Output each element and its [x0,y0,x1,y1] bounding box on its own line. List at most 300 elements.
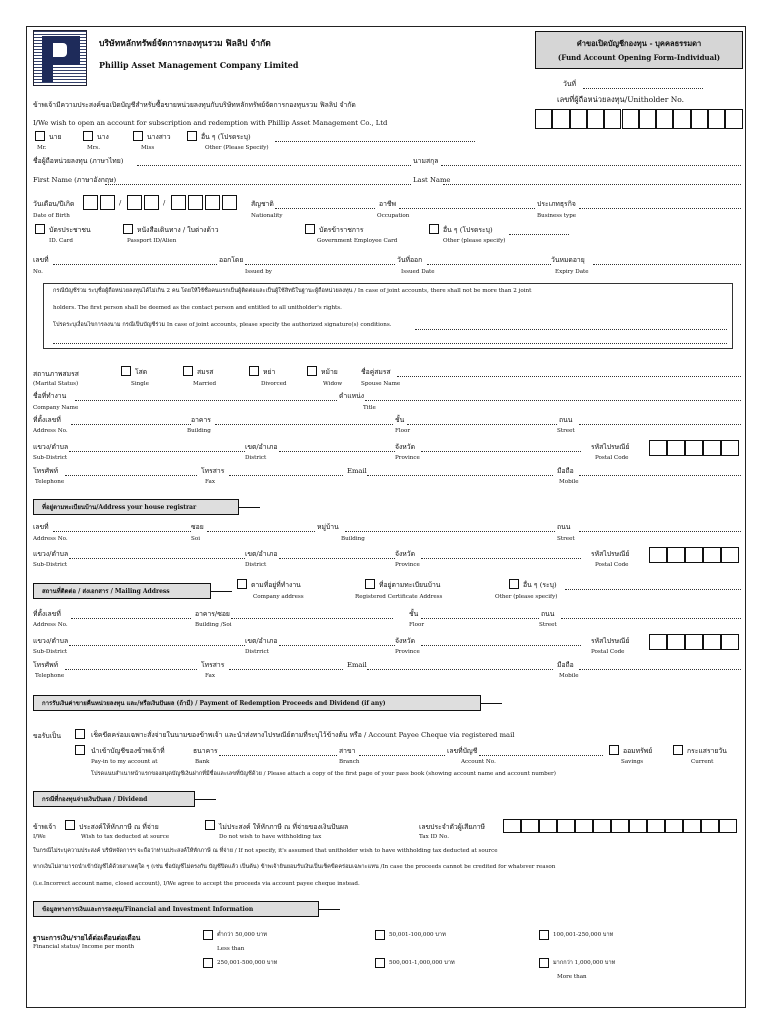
form-title-th: คำขอเปิดบัญชีกองทุน - บุคคลธรรมดา [576,39,702,48]
house-dist-field[interactable] [279,558,395,559]
postal-digit-box[interactable] [703,440,721,456]
id-other-th: อื่น ๆ (โปรดระบุ) [443,226,493,234]
section-payment-header: การรับเงินค่าขายคืนหน่วยลงทุน และ/หรือเงินปันผล (ถ้ามี) / Payment of Redemption Proceeds and Dividend (if any) [33,695,481,711]
work-tel-label-th: โทรศัพท์ [33,467,59,475]
id-no-field[interactable] [53,264,217,265]
mail-bld-label-th: อาคาร/ซอย [195,610,230,618]
form-title-en: (Fund Account Opening Form-Individual) [557,53,721,62]
marital-divorced-checkbox[interactable] [249,366,259,376]
branch-field[interactable] [359,755,445,756]
work-bld-field[interactable] [215,424,393,425]
mail-registered-en: Registered Certificate Address [355,594,443,600]
income-opt-3-checkbox[interactable] [203,958,213,968]
title-miss-th: นางสาว [147,133,171,141]
passport-checkbox[interactable] [123,224,133,234]
house-dist-label-en: District [245,562,267,568]
work-tel-field[interactable] [65,475,197,476]
title-other-checkbox[interactable] [187,131,197,141]
joint-conditions-field-2[interactable] [53,343,727,344]
postal-digit-box[interactable] [685,440,703,456]
income-opt-1-label: 50,001-100,000 บาท [389,932,446,938]
house-prov-field[interactable] [421,558,581,559]
postal-digit-box[interactable] [703,547,721,563]
house-postal-label-th: รหัสไปรษณีย์ [591,550,630,558]
marital-widow-checkbox[interactable] [307,366,317,376]
mail-fax-label-en: Fax [205,673,215,679]
savings-checkbox[interactable] [609,745,619,755]
marital-label-en: (Marital Status) [33,381,79,387]
postal-digit-box[interactable] [685,634,703,650]
mail-addr-label-en: Address No. [33,622,68,628]
work-mobile-field[interactable] [579,475,741,476]
dob-day-box[interactable] [100,195,115,210]
marital-widow-th: หม้าย [321,368,338,376]
title-label-th: ตำแหน่ง [339,392,365,400]
dividend-iwe-th: ข้าพเจ้า [33,823,57,831]
financial-label-th: ฐานะการเงิน/รายได้ต่อเดือนต่อเดือน [33,934,141,942]
payment-cheque-checkbox[interactable] [75,729,85,739]
last-name-th-field[interactable] [441,165,741,166]
mail-sub-label-th: แขวง/ตำบล [33,637,69,645]
mail-postal-label-th: รหัสไปรษณีย์ [591,637,630,645]
income-opt-2-label: 100,001-250,000 บาท [553,932,614,938]
unitholder-label: เลขที่ผู้ถือหน่วยลงทุน/Unitholder No. [557,95,685,104]
house-prov-label-en: Province [395,562,420,568]
work-postal-label-th: รหัสไปรษณีย์ [591,443,630,451]
work-sub-label-th: แขวง/ตำบล [33,443,69,451]
current-label-th: กระแสรายวัน [687,747,727,755]
unitholder-digit-box[interactable] [587,109,604,129]
title-miss-checkbox[interactable] [133,131,143,141]
unitholder-digit-box[interactable] [725,109,742,129]
mail-fax-label-th: โทรสาร [201,661,225,669]
house-sub-label-en: Sub-District [33,562,68,568]
house-street-field[interactable] [579,531,741,532]
tax-id-digit-box[interactable] [665,819,683,833]
tax-id-digit-box[interactable] [647,819,665,833]
unitholder-digit-box[interactable] [673,109,690,129]
payin-label-th: นำเข้าบัญชีของข้าพเจ้าที่ [91,747,165,755]
mail-sub-label-en: Sub-District [33,649,68,655]
house-soi-label-en: Soi [191,536,200,542]
work-street-label-en: Street [557,428,575,434]
postal-digit-box[interactable] [703,634,721,650]
id-other-field[interactable] [509,234,569,235]
unitholder-digit-box[interactable] [552,109,569,129]
dividend-note-3: (i.e.Incorrect account name, closed account), I/We agree to accept the proceeds via account payee cheque instead. [33,881,360,887]
dividend-note-1: ในกรณีไม่ระบุความประสงค์ บริษัทจัดการฯ จะถือว่าท่านประสงค์ให้หักภาษี ณ ที่จ่าย / If not specify, it's assumed that unitholder wish to have withholding tax deducted at source [33,848,498,854]
first-name-th-label: ชื่อผู้ถือหน่วยลงทุน (ภาษาไทย) [33,157,124,165]
mail-floor-field[interactable] [421,618,539,619]
work-email-label: Email [347,467,367,475]
bank-label-th: ธนาคาร [193,747,218,755]
unitholder-digit-box[interactable] [604,109,621,129]
mail-tel-field[interactable] [65,669,197,670]
mail-bld-field[interactable] [231,618,393,619]
work-postal-label-en: Postal Code [595,455,629,461]
first-name-en-field[interactable] [105,184,411,185]
nationality-field[interactable] [275,208,375,209]
dividend-note-2: หากเงินไม่สามารถนำเข้าบัญชีได้ด้วยสาเหตุใด ๆ (เช่น ชื่อบัญชีไม่ตรงกัน บัญชีปิดแล้ว เป็นต้น) ข้าพเจ้ายินยอมรับเงินเป็นเช็คขีดคร่อมเฉพาะแทน /In case the proceeds cannot be credited for whatever reason [33,864,556,870]
unitholder-digit-box[interactable] [656,109,673,129]
tax-id-label-th: เลขประจำตัวผู้เสียภาษี [419,823,485,831]
nationality-label-th: สัญชาติ [251,200,274,208]
postal-digit-box[interactable] [649,440,667,456]
passport-th: หนังสือเดินทาง / ใบต่างด้าว [137,226,219,234]
work-bld-label-th: อาคาร [191,416,211,424]
id-card-checkbox[interactable] [35,224,45,234]
branch-label-en: Branch [339,759,360,765]
work-floor-label-th: ชั้น [395,416,405,424]
issued-date-field[interactable] [427,264,551,265]
issued-by-label-th: ออกโดย [219,256,244,264]
house-soi-field[interactable] [207,531,315,532]
intro-en: I/We wish to open an account for subscription and redemption with Phillip Asset Management Co., Ltd [33,119,388,127]
account-opening-form [26,26,746,1008]
marital-married-checkbox[interactable] [183,366,193,376]
income-opt-3-label: 250,001-500,000 บาท [217,960,278,966]
date-label: วันที่ [563,80,576,88]
mail-addr-label-th: ที่ตั้งเลขที่ [33,610,61,618]
tax-id-digit-box[interactable] [701,819,719,833]
current-checkbox[interactable] [673,745,683,755]
mail-mobile-label-en: Mobile [559,673,579,679]
mail-floor-label-en: Floor [409,622,425,628]
title-mr-en: Mr. [37,145,47,151]
unitholder-digit-box[interactable] [708,109,725,129]
mail-prov-field[interactable] [421,645,581,646]
mail-floor-label-th: ชั้น [409,610,419,618]
issued-date-label-en: Issued Date [401,269,435,275]
mail-fax-field[interactable] [229,669,343,670]
mail-dist-field[interactable] [279,645,395,646]
issued-by-label-en: Issued by [245,269,272,275]
mail-registered-th: ที่อยู่ตามทะเบียนบ้าน [379,581,441,589]
income-opt-5-sub: More than [557,974,587,980]
work-fax-label-en: Fax [205,479,215,485]
mail-mobile-field[interactable] [579,669,741,670]
title-other-en: Other (Please Specify) [205,145,269,151]
mail-prov-label-th: จังหวัด [395,637,416,645]
job-title-field[interactable] [365,400,741,401]
dob-slash: / [119,199,122,207]
mail-street-field[interactable] [561,618,741,619]
dividend-withhold-th: ประสงค์ให้หักภาษี ณ ที่จ่าย [79,823,159,831]
spouse-label-th: ชื่อคู่สมรส [361,368,391,376]
work-mobile-label-th: มือถือ [557,467,574,475]
postal-digit-box[interactable] [667,547,685,563]
id-no-label-th: เลขที่ [33,256,49,264]
payment-attach-note: โปรดแนบสำเนาหน้าแรกของสมุดบัญชีเงินฝากที่มีชื่อและเลขที่บัญชีด้วย / Please attach a copy of the first page of your pass book (showing account name and account number) [91,771,556,777]
mail-other-en: Other (please specify) [495,594,558,600]
work-fax-field[interactable] [229,475,343,476]
unitholder-digit-box[interactable] [570,109,587,129]
work-addr-field[interactable] [71,424,191,425]
marital-label-th: สถานภาพสมรส [33,370,79,378]
work-dist-label-en: District [245,455,267,461]
bank-field[interactable] [219,755,337,756]
postal-digit-box[interactable] [721,440,739,456]
payment-cheque-text: เช็คขีดคร่อมเฉพาะสั่งจ่ายในนามของข้าพเจ้า และนำส่งทางไปรษณีย์ตามที่ระบุไว้ข้างต้น หรือ / Account Payee Cheque via registered mail [91,731,515,739]
id-other-checkbox[interactable] [429,224,439,234]
unitholder-digit-box[interactable] [691,109,708,129]
tax-id-digit-box[interactable] [629,819,647,833]
mail-registered-checkbox[interactable] [365,579,375,589]
spouse-label-en: Spouse Name [361,381,401,387]
tax-id-digit-box[interactable] [593,819,611,833]
date-field[interactable] [583,88,703,89]
work-street-field[interactable] [579,424,741,425]
house-postal-label-en: Postal Code [595,562,629,568]
work-prov-field[interactable] [421,451,581,452]
title-mrs-th: นาง [97,133,109,141]
occupation-field[interactable] [399,208,535,209]
postal-digit-box[interactable] [721,547,739,563]
unitholder-digit-box[interactable] [535,109,552,129]
work-street-label-th: ถนน [559,416,573,424]
first-name-en-label: First Name (ภาษาอังกฤษ) [33,176,117,184]
dividend-iwe-en: I/We [33,834,46,840]
income-opt-5-label: มากกว่า 1,000,000 บาท [553,960,616,966]
work-dist-field[interactable] [279,451,395,452]
marital-married-th: สมรส [197,368,214,376]
joint-note-line2: holders. The first person shall be deemed as the contact person and entitled to all unitholder's rights. [53,305,342,311]
company-name-en: Phillip Asset Management Company Limited [99,60,299,70]
house-dist-label-th: เขต/อำเภอ [245,550,278,558]
income-opt-0-label: ต่ำกว่า 50,000 บาท [217,932,267,938]
branch-label-th: สาขา [339,747,356,755]
gov-card-th: บัตรข้าราชการ [319,226,364,234]
payment-via-label: ขอรับเป็น [33,732,61,740]
issued-by-field[interactable] [245,264,395,265]
gov-card-checkbox[interactable] [305,224,315,234]
tax-id-digit-box[interactable] [503,819,521,833]
business-type-label-th: ประเภทธุรกิจ [537,200,576,208]
company-label-th: ชื่อที่ทำงาน [33,392,67,400]
dividend-no-withhold-checkbox[interactable] [205,820,215,830]
mail-mobile-label-th: มือถือ [557,661,574,669]
mail-sub-field[interactable] [69,645,245,646]
mail-other-field[interactable] [565,589,741,590]
mail-other-th: อื่น ๆ (ระบุ) [523,581,557,589]
mail-street-label-en: Street [539,622,557,628]
section-mailing-header: สถานที่ติดต่อ / ส่งเอกสาร / Mailing Address [33,583,211,599]
postal-digit-box[interactable] [649,634,667,650]
marital-single-en: Single [131,381,149,387]
payment-payin-checkbox[interactable] [75,745,85,755]
postal-digit-box[interactable] [667,634,685,650]
mail-dist-label-th: เขต/อำเภอ [245,637,278,645]
work-prov-label-th: จังหวัด [395,443,416,451]
company-name-field[interactable] [75,400,337,401]
house-sub-label-th: แขวง/ตำบล [33,550,69,558]
marital-divorced-th: หย่า [263,368,276,376]
mail-tel-label-en: Telephone [35,673,65,679]
joint-note-line1: กรณีบัญชีร่วม ระบุชื่อผู้ถือหน่วยลงทุนได้ไม่เกิน 2 คน โดยให้ใช้ชื่อคนแรกเป็นผู้ติดต่อและเป็นผู้ใช้สิทธิในฐานะผู้ถือหน่วยลงทุน / In case of joint accounts, there shall not be more than 2 joint [53,288,532,294]
company-label-en: Company Name [33,405,79,411]
postal-digit-box[interactable] [667,440,685,456]
dividend-no-withhold-th: ไม่ประสงค์ ให้หักภาษี ณ ที่จ่ายของเงินปันผล [219,823,349,831]
work-addr-label-en: Address No. [33,428,68,434]
account-no-label-th: เลขที่บัญชี [447,747,478,755]
house-village-field[interactable] [345,531,555,532]
title-other-th: อื่น ๆ (โปรดระบุ) [201,133,251,141]
work-sub-field[interactable] [69,451,245,452]
id-other-en: Other (please specify) [443,238,506,244]
unitholder-digit-box[interactable] [639,109,656,129]
expiry-field[interactable] [593,264,741,265]
mail-dist-label-en: Distrrict [245,649,269,655]
current-label-en: Current [691,759,714,765]
house-sub-field[interactable] [69,558,245,559]
tax-id-digit-box[interactable] [683,819,701,833]
savings-label-en: Savings [621,759,644,765]
mail-bld-label-en: Building /Soi [195,622,232,628]
mail-addr-field[interactable] [71,618,191,619]
dob-slash: / [163,199,166,207]
house-village-label-th: หมู่บ้าน [317,523,339,531]
last-name-th-label: นามสกุล [413,157,439,165]
work-floor-label-en: Floor [395,428,411,434]
marital-divorced-en: Divorced [261,381,287,387]
dob-day-box[interactable] [83,195,98,210]
business-type-field[interactable] [579,208,741,209]
house-no-label-th: เลขที่ [33,523,49,531]
title-label-en: Title [363,405,376,411]
dividend-withhold-checkbox[interactable] [65,820,75,830]
payin-label-en: Pay-in to my account at [91,759,158,765]
occupation-label-th: อาชีพ [379,200,396,208]
dob-label-en: Date of Birth [33,213,70,219]
work-fax-label-th: โทรสาร [201,467,225,475]
tax-id-digit-box[interactable] [557,819,575,833]
tax-id-digit-box[interactable] [521,819,539,833]
section-financial-header: ข้อมูลทางการเงินและการลงทุน/Financial and Investment Information [33,901,319,917]
mail-prov-label-en: Province [395,649,420,655]
bank-label-en: Bank [195,759,210,765]
title-other-field[interactable] [275,141,475,142]
spouse-name-field[interactable] [397,376,741,377]
business-type-label-en: Business type [537,213,577,219]
house-street-label-en: Street [557,536,575,542]
issued-date-label-th: วันที่ออก [397,256,423,264]
income-opt-2-checkbox[interactable] [539,930,549,940]
id-card-th: บัตรประชาชน [49,226,91,234]
mail-company-th: ตามที่อยู่ที่ทำงาน [251,581,301,589]
last-name-en-label: Last Name [413,176,451,184]
income-opt-0-sub: Less than [217,946,245,952]
joint-note-line3: โปรดระบุเงื่อนไขการลงนาม กรณีเป็นบัญชีร่วม In case of joint accounts, please specify the authorized signature(s) conditions. [53,322,392,328]
dob-year-box[interactable] [188,195,203,210]
mail-company-checkbox[interactable] [237,579,247,589]
house-no-label-en: Address No. [33,536,68,542]
income-opt-4-checkbox[interactable] [375,958,385,968]
marital-single-th: โสด [135,368,148,376]
mail-street-label-th: ถนน [541,610,555,618]
income-opt-5-checkbox[interactable] [539,958,549,968]
dob-year-box[interactable] [205,195,220,210]
title-miss-en: Miss [141,145,155,151]
passport-en: Passport ID/Alien [127,238,177,244]
dividend-withhold-en: Wish to tax deducted at source [81,834,170,840]
work-mobile-label-en: Mobile [559,479,579,485]
id-no-label-en: No. [33,269,43,275]
unitholder-digit-box[interactable] [622,109,639,129]
first-name-th-field[interactable] [137,165,411,166]
gov-card-en: Government Employee Card [317,238,398,244]
financial-label-en: Financial status/ Income per month [33,944,135,950]
tax-id-digit-box[interactable] [539,819,557,833]
expiry-label-en: Expiry Date [555,269,589,275]
marital-married-en: Married [193,381,217,387]
work-tel-label-en: Telephone [35,479,65,485]
dob-label-th: วันเดือน/ปีเกิด [33,200,75,208]
work-floor-field[interactable] [407,424,557,425]
income-opt-0-checkbox[interactable] [203,930,213,940]
tax-id-label-en: Tax ID No. [419,834,449,840]
last-name-en-field[interactable] [443,184,741,185]
mail-email-field[interactable] [367,669,553,670]
occupation-label-en: Occupation [377,213,410,219]
mail-postal-label-en: Postal Code [591,649,625,655]
expiry-label-th: วันหมดอายุ [551,256,585,264]
postal-digit-box[interactable] [685,547,703,563]
house-no-field[interactable] [53,531,191,532]
tax-id-digit-box[interactable] [575,819,593,833]
savings-label-th: ออมทรัพย์ [623,747,653,755]
phillip-logo [33,30,87,86]
dob-month-box[interactable] [127,195,142,210]
work-dist-label-th: เขต/อำเภอ [245,443,278,451]
title-mrs-en: Mrs. [87,145,101,151]
intro-th: ข้าพเจ้ามีความประสงค์ขอเปิดบัญชีสำหรับซื้อขายหน่วยลงทุนกับบริษัทหลักทรัพย์จัดการกองทุนรวม ฟิลลิป จำกัด [33,101,356,109]
section-dividend-header: กรณีที่กองทุนจ่ายเงินปันผล / Dividend [33,791,195,807]
work-bld-label-en: Building [187,428,211,434]
marital-widow-en: Widow [323,381,343,387]
postal-digit-box[interactable] [649,547,667,563]
work-addr-label-th: ที่ตั้งเลขที่ [33,416,61,424]
title-mr-checkbox[interactable] [35,131,45,141]
work-prov-label-en: Province [395,455,420,461]
id-card-en: ID. Card [49,238,73,244]
dob-month-box[interactable] [144,195,159,210]
nationality-label-en: Nationality [251,213,283,219]
title-mr-th: นาย [49,133,62,141]
title-mrs-checkbox[interactable] [83,131,93,141]
section-house-header: ที่อยู่ตามทะเบียนบ้าน/Address your house registrar [33,499,239,515]
tax-id-digit-box[interactable] [611,819,629,833]
house-prov-label-th: จังหวัด [395,550,416,558]
tax-id-digit-box[interactable] [719,819,737,833]
income-opt-1-checkbox[interactable] [375,930,385,940]
joint-conditions-field[interactable] [415,329,727,330]
account-no-label-en: Account No. [461,759,496,765]
dob-year-box[interactable] [222,195,237,210]
house-street-label-th: ถนน [557,523,571,531]
account-no-field[interactable] [479,755,603,756]
company-name-th: บริษัทหลักทรัพย์จัดการกองทุนรวม ฟิลลิป จำกัด [99,39,271,49]
work-email-field[interactable] [367,475,553,476]
form-title-box [535,31,743,69]
dob-year-box[interactable] [171,195,186,210]
marital-single-checkbox[interactable] [121,366,131,376]
mail-tel-label-th: โทรศัพท์ [33,661,59,669]
mail-other-checkbox[interactable] [509,579,519,589]
income-opt-4-label: 500,001-1,000,000 บาท [389,960,455,966]
dividend-no-withhold-en: Do not wish to have withholding tax [219,834,322,840]
postal-digit-box[interactable] [721,634,739,650]
house-village-label-en: Building [341,536,365,542]
